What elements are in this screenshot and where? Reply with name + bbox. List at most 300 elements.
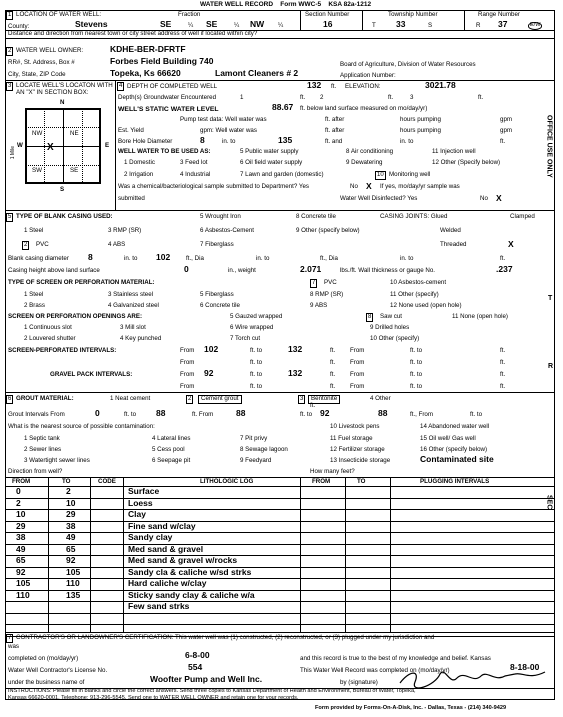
spi-ft-2: ft. [500, 347, 506, 354]
casing-6: 6 Asbestos-Cement [200, 227, 254, 234]
log-desc-cell: Surface [128, 486, 160, 496]
log-header-lithologic: LITHOLOGIC LOG [200, 478, 254, 485]
grout-to-3: 88 [378, 408, 388, 418]
grout-to-label-1: ft. to [124, 411, 137, 418]
log-from-cell: 105 [16, 578, 31, 588]
log-header-from-2: FROM [312, 478, 331, 485]
casing-5: 5 Wrought Iron [200, 213, 241, 220]
log-header-code: CODE [98, 478, 116, 485]
distance-label: Distance and direction from nearest town or city street address of well if located within city? [8, 30, 258, 37]
yield-hours: hours pumping [400, 127, 441, 134]
static-label: WELL'S STATIC WATER LEVEL [118, 106, 219, 113]
log-to-cell: 110 [66, 578, 80, 588]
ksa-ref: KSA 82a-1212 [328, 1, 372, 8]
log-to-cell: 2 [66, 486, 71, 496]
screen-9: 9 ABS [310, 302, 328, 309]
diameter-to-value: 102 [156, 252, 171, 262]
address-label: RR#, St. Address, Box # [8, 59, 75, 66]
screen-7-label: PVC [324, 279, 337, 286]
true-label: and this record is true to the best of my knowledge and belief. Kansas [300, 655, 491, 662]
log-header-plugging: PLUGGING INTERVALS [420, 478, 490, 485]
completed-value: 6-8-00 [185, 650, 210, 660]
spi-to-label-2: ft. to [410, 347, 423, 354]
use-10-box: 10 [377, 172, 384, 178]
grout-3-box: 3 [300, 396, 304, 402]
log-row-line [5, 613, 555, 614]
opening-9: 9 Drilled holes [370, 324, 410, 331]
log-to-cell: 49 [66, 532, 76, 542]
elevation-value: 3021.78 [425, 80, 456, 90]
opening-7: 7 Torch cut [230, 335, 261, 342]
screen-1: 1 Steel [24, 291, 44, 298]
table-row [6, 510, 560, 520]
section-7-number: 7 [8, 635, 12, 641]
contam-3: 3 Watertight sewer lines [24, 457, 90, 464]
depth-label: DEPTH OF COMPLETED WELL [127, 83, 218, 90]
chemical-ifyes: If yes, mo/day/yr sample was [380, 183, 460, 190]
spi-from-label: From [180, 347, 195, 354]
static-value: 88.67 [272, 102, 294, 112]
instructions-2: Kansas 66620-0001. Telephone: 913-296-5545. Send one to WATER WELL OWNER and retain one for your records. [8, 695, 299, 701]
screen-8: 8 RMP (SR) [310, 291, 344, 298]
contam-15: 15 Oil well/ Gas well [420, 435, 476, 442]
opening-4: 4 Key punched [120, 335, 162, 342]
grout-to-1: 88 [156, 408, 166, 418]
township-t: T [372, 22, 376, 29]
city-label: City, State, ZIP Code [8, 71, 66, 78]
joints-welded: Welded [440, 227, 461, 234]
submitted-label: submitted [118, 195, 145, 202]
casing-2-box: 2 [24, 242, 28, 248]
yield-gpm-end: gpm [500, 127, 513, 134]
grout-intervals-label: Grout Intervals From [8, 411, 65, 418]
contam-10: 10 Livestock pens [330, 423, 380, 430]
opening-3: 3 Mill slot [120, 324, 146, 331]
compass-n: N [60, 99, 65, 106]
form-title [200, 2, 371, 9]
weight-value: 2.071 [300, 264, 322, 274]
license-value: 554 [188, 662, 203, 672]
address-value: Forbes Field Building 740 [110, 56, 214, 66]
bore-label: Bore Hole Diameter [118, 138, 173, 145]
contamination-label: What is the nearest source of possible contamination: [8, 423, 155, 430]
range-label: Range Number [478, 11, 520, 18]
height-label: Casing height above land surface [8, 267, 100, 274]
screen-3: 3 Stainless steel [108, 291, 154, 298]
log-to-cell: 65 [66, 543, 76, 554]
log-desc-cell: Fine sand w/clay [128, 520, 196, 531]
section-1-number: 1 [8, 12, 12, 18]
screen-5: 5 Fiberglass [200, 291, 234, 298]
grout-to-label-2: ft. to [300, 411, 313, 418]
depth-value: 132 [307, 80, 322, 90]
screen-11: 11 Other (specify) [390, 291, 439, 298]
joints-label: CASING JOINTS: Glued [380, 213, 448, 220]
depth-ft: ft. [331, 83, 337, 90]
log-desc-cell: Few sand strks [128, 601, 190, 611]
table-row [6, 545, 560, 555]
log-from-cell: 2 [16, 497, 21, 508]
chemical-label: Was a chemical/bacteriological sample submitted to Department? Yes [118, 183, 309, 190]
section-2-number: 2 [8, 48, 12, 54]
site-name: Lamont Cleaners # 2 [215, 68, 299, 78]
one-mile-label: 1 Mile [10, 145, 17, 160]
log-from-cell: 0 [16, 486, 21, 496]
log-from-cell: 38 [16, 532, 26, 542]
fraction-3: NW [250, 19, 265, 29]
table-row [6, 487, 560, 497]
contam-9: 9 Feedyard [240, 457, 272, 464]
business-label: under the business name of [8, 679, 85, 686]
contam-2: 2 Sewer lines [24, 446, 62, 453]
quarter-3: ¼ [278, 22, 284, 29]
gw-1-ft: ft. [300, 94, 306, 101]
pump-hours: hours pumping [400, 116, 441, 123]
locate-label: LOCATE WELL'S LOCATON WITH AN "X" IN SECTION BOX: [16, 82, 113, 96]
casing-1: 1 Steel [24, 227, 44, 234]
chemical-no: No [350, 183, 358, 190]
spi-ft: ft. [330, 347, 336, 354]
range-ew: E/W [530, 22, 541, 28]
county-value: Stevens [75, 19, 108, 29]
city-value: Topeka, Ks 66620 [110, 68, 181, 78]
spi-from-label-3: From [180, 359, 195, 366]
spi-to-label-4: ft. to [410, 359, 423, 366]
openings-label: SCREEN OR PERFORATION OPENINGS ARE: [8, 313, 143, 320]
opening-2: 2 Louvered shutter [24, 335, 76, 342]
gpi-ft-3: ft. [330, 383, 336, 390]
table-row [6, 533, 560, 543]
screen-2: 2 Brass [24, 302, 45, 309]
table-row [6, 556, 560, 566]
form-number: Form WWC-5 [280, 1, 322, 8]
section-4-number: 4 [119, 83, 123, 89]
gpi-from-label-4: From [350, 383, 365, 390]
sidebar-sec: SEC [545, 495, 553, 510]
diameter-in-to: in. to [124, 255, 138, 262]
grout-ft-mark: ft. [310, 402, 316, 409]
compass-s: S [60, 186, 65, 193]
log-to-cell: 10 [66, 497, 76, 508]
disinfected-label: Water Well Disinfected? Yes [340, 195, 418, 202]
opening-1: 1 Continuous slot [24, 324, 72, 331]
gw-2: 2 [320, 94, 324, 101]
use-3: 3 Feed lot [180, 159, 208, 166]
opening-8-label: Saw cut [380, 313, 403, 320]
use-5: 5 Public water supply [240, 148, 299, 155]
log-desc-cell: Hard caliche w/clay [128, 578, 207, 588]
use-10-label: Monitoring well [389, 171, 431, 178]
gpi-label: GRAVEL PACK INTERVALS: [50, 371, 133, 378]
log-desc-cell: Clay [128, 509, 146, 519]
grout-label: GROUT MATERIAL: [16, 395, 74, 402]
weight-label: in., weight [228, 267, 256, 274]
range-r: R [476, 22, 481, 29]
table-row [6, 579, 560, 589]
spi-from-label-4: From [350, 359, 365, 366]
certification-was: was [8, 643, 20, 650]
casing-label: TYPE OF BLANK CASING USED: [16, 213, 113, 220]
table-row [6, 591, 560, 601]
chemical-no-mark: X [366, 181, 372, 191]
log-from-cell: 110 [16, 589, 30, 600]
use-9: 9 Dewatering [346, 159, 383, 166]
opening-5: 5 Gauzed wrapped [230, 313, 283, 320]
diameter-in-to-3: in. to [400, 255, 414, 262]
contam-13: 13 Insecticide storage [330, 457, 391, 464]
opening-6: 6 Wire wrapped [230, 324, 274, 331]
uses-label: WELL WATER TO BE USED AS: [118, 148, 211, 155]
use-6: 6 Oil field water supply [240, 159, 303, 166]
county-label: County: [8, 23, 30, 30]
grout-from-label-4: ft., From [410, 411, 434, 418]
table-row [6, 522, 560, 532]
disinfected-no: No [480, 195, 488, 202]
contam-12: 12 Fertilizer storage [330, 446, 385, 453]
contam-11: 11 Fuel storage [330, 435, 373, 442]
record-label: This Water Well Record was completed on (mo/day/yr) [300, 667, 450, 674]
bore-in-to: in. to [222, 138, 236, 145]
casing-7: 7 Fiberglass [200, 241, 234, 248]
gpi-to-label-4: ft. to [410, 383, 423, 390]
table-row [6, 568, 560, 578]
business-value: Woofter Pump and Well Inc. [150, 674, 263, 684]
pump-gpm: gpm [500, 116, 513, 123]
location-x-mark: X [47, 142, 54, 153]
casing-2-label: PVC [36, 241, 49, 248]
gauge-value: .237 [496, 264, 513, 274]
casing-9: 9 Other (specify below) [296, 227, 360, 234]
grout-to-label-4: ft. to [470, 411, 483, 418]
use-1: 1 Domestic [124, 159, 155, 166]
opening-10: 10 Other (specify) [370, 335, 420, 342]
contamination-note: Contaminated site [420, 454, 494, 464]
record-value: 8-18-00 [510, 662, 540, 672]
log-from-cell: 65 [16, 555, 26, 565]
screen-4: 4 Galvanized steel [108, 302, 159, 309]
diameter-in-to-2: in. to [256, 255, 270, 262]
quad-nw: NW [32, 130, 43, 137]
grout-from-label-2: ft. From [192, 411, 214, 418]
signature-image [395, 668, 555, 688]
log-row-line [5, 624, 555, 625]
bore-value: 8 [200, 135, 205, 145]
footer: Form provided by Forms-On-A-Disk, Inc. - Dallas, Texas - (214) 340-9429 [315, 705, 507, 711]
grout-3-label: Bentonite [308, 395, 340, 404]
bore-to-value: 135 [278, 135, 293, 145]
bore-in-to-2: in. to [400, 138, 414, 145]
log-from-cell: 10 [16, 509, 26, 519]
contam-6: 6 Seepage pit [152, 457, 191, 464]
screen-7-box: 7 [312, 280, 316, 286]
pump-label: Pump test data: Well water was [180, 116, 267, 123]
township-label: Township Number [388, 11, 438, 18]
grout-to-2: 92 [320, 408, 330, 418]
diameter-ft: ft. [500, 255, 506, 262]
fraction-label: Fraction [178, 11, 201, 18]
log-header-from: FROM [12, 478, 31, 485]
diameter-ft-dia-2: ft., Dia [320, 255, 338, 262]
spi-from-label-2: From [350, 347, 365, 354]
gpi-from-value: 92 [204, 368, 214, 378]
quad-se: SE [70, 167, 79, 174]
board-label: Board of Agriculture, Division of Water Resources [340, 61, 476, 68]
contam-1: 1 Septic tank [24, 435, 60, 442]
casing-8: 8 Concrete tile [296, 213, 336, 220]
elevation-label: ELEVATION: [345, 83, 381, 90]
gpi-to-label-2: ft. to [410, 371, 423, 378]
yield-gpm: gpm: Well water was [200, 127, 257, 134]
gw-2-ft: ft. [388, 94, 394, 101]
log-desc-cell: Med sand & gravel w/rocks [128, 555, 238, 565]
contam-5: 5 Cess pool [152, 446, 185, 453]
gw-3-ft: ft. [478, 94, 484, 101]
title-text: WATER WELL RECORD [200, 1, 274, 8]
grout-from-1: 0 [95, 408, 100, 418]
log-to-cell: 38 [66, 520, 76, 531]
grout-4: 4 Other [370, 395, 391, 402]
screen-10: 10 Asbestos-cement [390, 279, 447, 286]
disinfected-no-mark: X [496, 193, 502, 203]
gpi-from-label-2: From [350, 371, 365, 378]
quad-ne: NE [70, 130, 79, 137]
log-to-cell: 29 [66, 509, 76, 519]
gauge-label: lbs./ft. Wall thickness or gauge No. [340, 267, 436, 274]
completed-label: completed on (mo/day/yr) [8, 655, 79, 662]
grout-from-2: 88 [236, 408, 246, 418]
fraction-2: SE [206, 19, 218, 29]
quad-sw: SW [32, 167, 42, 174]
sidebar-t: T [548, 295, 553, 302]
contam-4: 4 Lateral lines [152, 435, 191, 442]
spi-to-value: 132 [288, 344, 303, 354]
log-header-to-2: TO [357, 478, 366, 485]
log-to-cell: 105 [66, 566, 81, 577]
location-label: LOCATION OF WATER WELL: [16, 11, 102, 18]
application-label: Application Number: [340, 72, 396, 79]
signature-label: by (signature) [340, 679, 378, 686]
bore-ft-and: ft. and [325, 138, 343, 145]
log-from-cell: 49 [16, 543, 26, 554]
contam-7: 7 Pit privy [240, 435, 268, 442]
how-many-label: How many feet? [310, 468, 355, 475]
log-to-cell: 135 [66, 589, 81, 600]
log-desc-cell: Loess [128, 497, 153, 508]
use-8: 8 Air conditioning [346, 148, 394, 155]
contam-16: 16 Other (specify below) [420, 446, 488, 453]
gpi-to-value: 132 [288, 368, 303, 378]
static-tail: ft. below land surface measured on mo/day/yr) [300, 105, 428, 112]
township-value: 33 [396, 19, 406, 29]
spi-from-value: 102 [204, 344, 219, 354]
grout-2-label: Cement grout [198, 395, 242, 404]
bore-ft: ft. [500, 138, 506, 145]
contam-8: 8 Sewage lagoon [240, 446, 288, 453]
opening-8-box: 8 [368, 314, 372, 320]
joints-threaded-mark: X [508, 239, 514, 249]
range-value: 37 [498, 19, 508, 29]
instructions-1: INSTRUCTIONS: Please fill in blanks and circle the correct answers. Send three copies to Kansas Department of Health and Environment, Bureau of Water, Topeka, [8, 688, 416, 694]
log-desc-cell: Sticky sandy clay & caliche w/a [128, 589, 255, 600]
use-12: 12 Other (Specify below) [432, 159, 501, 166]
gw-3: 3 [410, 94, 414, 101]
table-row [6, 499, 560, 509]
height-value: 0 [184, 264, 189, 274]
gpi-from-label: From [180, 371, 195, 378]
joints-clamped: Clamped [510, 213, 535, 220]
gpi-to-label-3: ft. to [250, 383, 263, 390]
gw-1: 1 [240, 94, 244, 101]
grout-1: 1 Neat cement [110, 395, 151, 402]
gpi-ft: ft. [330, 371, 336, 378]
casing-3: 3 RMP (SR) [108, 227, 142, 234]
township-s: S [428, 22, 433, 29]
fraction-1: SE [160, 19, 172, 29]
screen-6: 6 Concrete tile [200, 302, 240, 309]
sidebar-r: R [548, 363, 554, 370]
spi-label: SCREEN-PERFORATED INTERVALS: [8, 347, 117, 354]
spi-to-label-3: ft. to [250, 359, 263, 366]
diameter-ft-dia: ft., Dia [186, 255, 204, 262]
owner-label: WATER WELL OWNER: [16, 47, 84, 54]
log-header-to: TO [62, 478, 71, 485]
log-from-cell: 92 [16, 566, 26, 577]
direction-label: Direction from well? [8, 468, 63, 475]
gpi-from-label-3: From [180, 383, 195, 390]
compass-e: E [105, 142, 110, 149]
contam-14: 14 Abandoned water well [420, 423, 490, 430]
spi-ft-3: ft. [330, 359, 336, 366]
screen-12: 12 None used (open hole) [390, 302, 462, 309]
owner-value: KDHE-BER-DFRTF [110, 44, 186, 54]
quarter-1: ¼ [188, 22, 194, 29]
section-3-number: 3 [8, 83, 12, 89]
log-from-cell: 29 [16, 520, 26, 531]
quarter-2: ¼ [234, 22, 240, 29]
use-4: 4 Industrial [180, 171, 211, 178]
diameter-value: 8 [88, 252, 93, 262]
screen-label: TYPE OF SCREEN OR PERFORATION MATERIAL: [8, 279, 155, 286]
yield-label: Est. Yield [118, 127, 144, 134]
spi-to-label: ft. to [250, 347, 263, 354]
section-number-value: 16 [323, 19, 333, 29]
spi-ft-4: ft. [500, 359, 506, 366]
groundwater-label: Depth(s) Groundwater Encountered [118, 94, 217, 101]
section-6-number: 6 [8, 396, 12, 402]
certification-label: CONTRACTOR'S OR LANDOWNER'S CERTIFICATION: This water well was (1) constructed, (2) reconstructed, or (3) plugged under my jurisdiction and [16, 634, 435, 641]
log-desc-cell: Med sand & gravel [128, 543, 204, 554]
use-7: 7 Lawn and garden (domestic) [240, 171, 324, 178]
yield-after: ft. after [325, 127, 345, 134]
casing-4: 4 ABS [108, 241, 126, 248]
use-11: 11 Injection well [432, 148, 476, 155]
joints-threaded: Threaded [440, 241, 467, 248]
pump-after: ft. after [325, 116, 345, 123]
use-2: 2 Irrigation [124, 171, 154, 178]
section-5-number: 5 [8, 214, 12, 220]
license-label: Water Well Contractor's License No. [8, 667, 108, 674]
gpi-to-label: ft. to [250, 371, 263, 378]
compass-w: W [17, 142, 23, 149]
log-to-cell: 92 [66, 555, 76, 565]
gpi-ft-2: ft. [500, 371, 506, 378]
section-number-label: Section Number [305, 11, 350, 18]
gpi-ft-4: ft. [500, 383, 506, 390]
grout-2-box: 2 [188, 396, 192, 402]
log-desc-cell: Sandy clay [128, 532, 173, 542]
office-use-label: OFFICE USE ONLY [545, 115, 553, 178]
diameter-label: Blank casing diameter [8, 255, 69, 262]
